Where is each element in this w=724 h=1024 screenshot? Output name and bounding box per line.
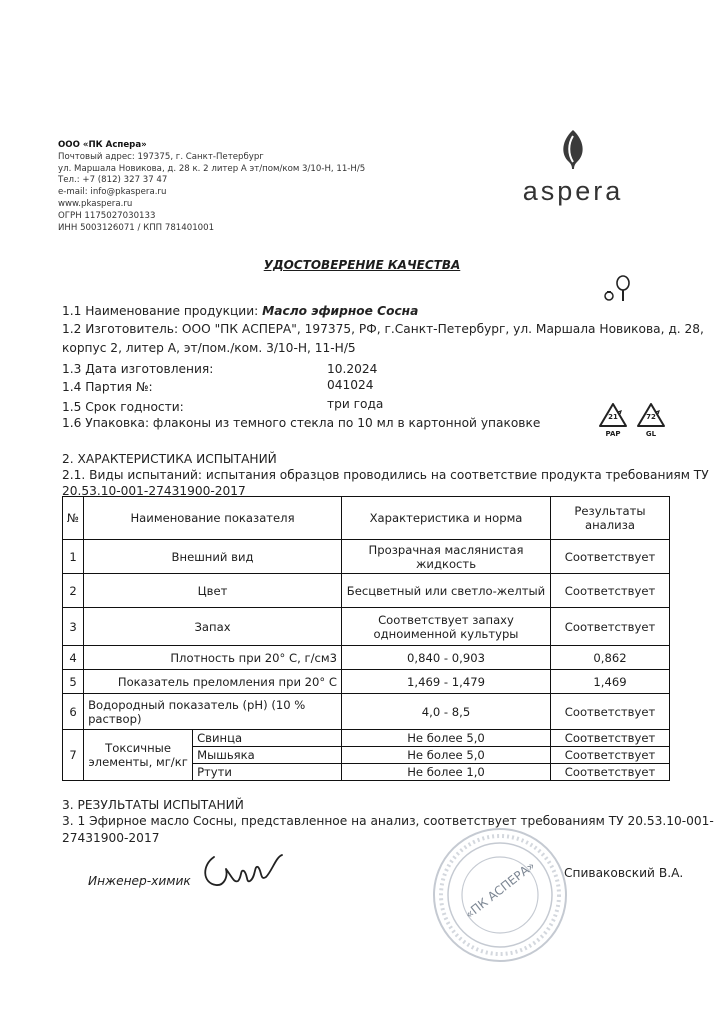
email-line: e-mail: info@pkaspera.ru — [58, 187, 167, 198]
company-header — [58, 140, 365, 234]
package-line: 1.6 Упаковка: флаконы из темного стекла по 10 мл в картонной упаковке — [62, 416, 541, 430]
product-name-value: Масло эфирное Сосна — [262, 304, 419, 318]
maker-line-2: корпус 2, литер А, эт/пом./ком. 3/10-Н, 11-Н/5 — [62, 341, 356, 355]
date-value: 10.2024 — [327, 362, 378, 376]
test-results-table — [62, 496, 670, 781]
shelf-label: 1.5 Срок годности: — [62, 400, 184, 414]
date-label: 1.3 Дата изготовления: — [62, 362, 214, 376]
table-row: Мышьяка Не более 5,0 Соответствует — [63, 747, 670, 764]
address-line: ул. Маршала Новикова, д. 28 к. 2 литер А эт/пом/ком 3/10-Н, 11-Н/5 — [58, 163, 366, 174]
table-header-row — [63, 497, 670, 540]
col-header: Характеристика и норма — [342, 497, 551, 540]
section-2-line-1: 2.1. Виды испытаний: испытания образцов проводились на соответствие продукта требованиям ТУ — [62, 468, 709, 482]
section-3-heading: 3. РЕЗУЛЬТАТЫ ИСПЫТАНИЙ — [62, 798, 244, 812]
company-name: ООО «ПК Аспера» — [58, 140, 147, 150]
table-row: 5 Показатель преломления при 20° С 1,469 - 1,479 1,469 — [63, 670, 670, 694]
batch-value: 041024 — [327, 378, 374, 392]
col-header: № — [63, 497, 84, 540]
stamp-text: «ПК АСПЕРА» — [462, 858, 538, 922]
product-name-row: 1.1 Наименование продукции: Масло эфирное Сосна — [62, 304, 419, 318]
table-row: 6 Водородный показатель (pH) (10 % раствор) 4,0 - 8,5 Соответствует — [63, 694, 670, 730]
inn-line: ИНН 5003126071 / КПП 781401001 — [58, 222, 215, 233]
signature — [198, 847, 288, 897]
section-3-line-2: 27431900-2017 — [62, 831, 160, 845]
signer-name: Спиваковский В.А. — [564, 866, 684, 880]
signer-role: Инженер-химик — [88, 874, 191, 888]
col-header: Результаты анализа — [551, 497, 670, 540]
table-row: 2 Цвет Бесцветный или светло-желтый Соответствует — [63, 574, 670, 608]
batch-label: 1.4 Партия №: — [62, 380, 153, 394]
aspera-logo — [518, 128, 628, 207]
ogrn-line: ОГРН 1175027030133 — [58, 210, 156, 221]
recycle-gl: 72 GL — [634, 402, 668, 438]
shelf-value: три года — [327, 397, 384, 411]
table-row: 3 Запах Соответствует запаху одноименной культуры Соответствует — [63, 608, 670, 646]
section-2-heading: 2. ХАРАКТЕРИСТИКА ИСПЫТАНИЙ — [62, 452, 277, 466]
maker-line-1: 1.2 Изготовитель: ООО "ПК АСПЕРА", 197375, РФ, г.Санкт-Петербург, ул. Маршала Новикова, д. 28, — [62, 322, 704, 336]
col-header: Наименование показателя — [84, 497, 342, 540]
section-3-line-1: 3. 1 Эфирное масло Сосны, представленное на анализ, соответствует требованиям ТУ 20.53.10-001- — [62, 814, 714, 828]
leaf-icon — [556, 128, 590, 170]
website-line: www.pkaspera.ru — [58, 198, 133, 209]
recycle-pap: 21 PAP — [596, 402, 630, 438]
address-line: Почтовый адрес: 197375, г. Санкт-Петербург — [58, 151, 264, 162]
table-row: 4 Плотность при 20° С, г/см3 0,840 - 0,903 0,862 — [63, 646, 670, 670]
table-row: 7 Токсичные элементы, мг/кг Свинца Не более 5,0 Соответствует — [63, 730, 670, 747]
company-stamp — [430, 825, 570, 965]
logo-wordmark: aspera — [522, 176, 624, 206]
cosmetic-use-icon — [600, 274, 636, 306]
section-2-line-2: 20.53.10-001-27431900-2017 — [62, 484, 246, 498]
table-row: 1 Внешний вид Прозрачная маслянистая жидкость Соответствует — [63, 540, 670, 574]
table-row: Ртути Не более 1,0 Соответствует — [63, 764, 670, 781]
phone-line: Тел.: +7 (812) 327 37 47 — [58, 175, 168, 186]
tox-label: Токсичные элементы, мг/кг — [84, 730, 193, 781]
document-title: УДОСТОВЕРЕНИЕ КАЧЕСТВА — [263, 258, 461, 272]
